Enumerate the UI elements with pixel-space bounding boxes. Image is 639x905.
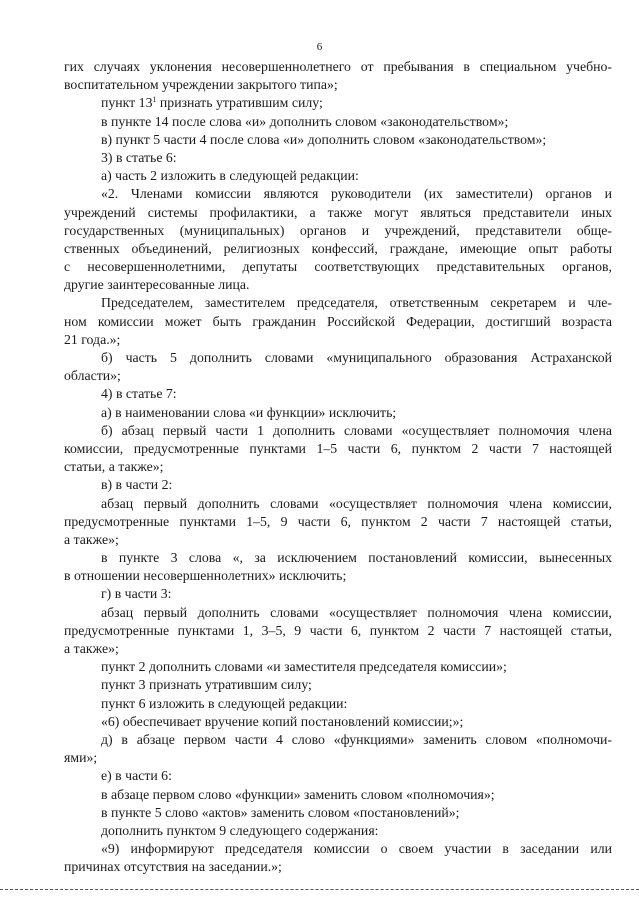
text-line: в пункте 14 после слова «и» дополнить словом «законодательством»; <box>101 113 509 129</box>
superscript: 1 <box>152 95 157 105</box>
text-line: Председателем, заместителем председателя, ответственным секретарем и чле- <box>101 295 612 311</box>
text-line: в) пункт 5 части 4 после слова «и» дополнить словом «законодательством»; <box>101 131 547 147</box>
text-line: в) в части 2: <box>101 477 173 493</box>
document-body <box>64 58 612 876</box>
text-line: области»; <box>64 368 121 384</box>
text-line: пункт 2 дополнить словами «и заместителя председателя комиссии»; <box>101 659 507 675</box>
text-line <box>64 94 612 112</box>
text-fragment: пункт 13 <box>101 95 153 111</box>
text-line: другие заинтересованные лица. <box>64 277 250 293</box>
text-line: 21 года.»; <box>64 331 121 347</box>
text-line: «2. Членами комиссии являются руководители (их заместители) органов и <box>101 186 612 202</box>
text-fragment: признать утратившим силу; <box>156 95 323 111</box>
text-line: гих случаях уклонения несовершеннолетнего от пребывания в специальном учебно- <box>64 59 612 74</box>
page-number: 6 <box>316 41 323 53</box>
text-line: абзац первый дополнить словами «осуществляет полномочия члена комиссии, <box>101 495 612 511</box>
text-line: в пункте 3 слова «, за исключением постановлений комиссии, вынесенных <box>101 550 612 566</box>
text-line: государственных (муниципальных) органов и учреждений, представители обще- <box>64 222 612 238</box>
text-line: с несовершеннолетними, депутаты соответствующих представительных органов, <box>64 259 612 275</box>
text-line: в отношении несовершеннолетних» исключить; <box>64 568 347 584</box>
text-line: «9) информируют председателя комиссии о своем участии в заседании или <box>101 841 612 857</box>
text-line: пункт 3 признать утратившим силу; <box>101 677 312 693</box>
text-line: 4) в статье 7: <box>101 386 177 402</box>
text-line: предусмотренные пунктами 1, 3–5, 9 части 6, пунктом 2 части 7 настоящей статьи, <box>64 622 612 638</box>
text-line: а также»; <box>64 531 119 547</box>
text-line: абзац первый дополнить словами «осуществляет полномочия члена комиссии, <box>101 604 612 620</box>
text-line: «6) обеспечивает вручение копий постановлений комиссии;»; <box>101 713 464 729</box>
text-line: предусмотренные пунктами 1–5, 9 части 6, пунктом 2 части 7 настоящей статьи, <box>64 513 612 529</box>
text-line: б) часть 5 дополнить словами «муниципального образования Астраханской <box>101 350 612 365</box>
text-line: а также»; <box>64 641 119 656</box>
text-line: причинах отсутствия на заседании.»; <box>64 859 282 875</box>
text-line: 3) в статье 6: <box>101 149 177 165</box>
text-line: а) часть 2 изложить в следующей редакции: <box>101 168 359 184</box>
text-line: ственных объединений, религиозных конфессий, граждане, имеющие опыт работы <box>64 240 612 256</box>
text-line: в абзаце первом слово «функции» заменить словом «полномочия»; <box>101 786 495 802</box>
text-line: ном комиссии может быть гражданин Российской Федерации, достигший возраста <box>64 313 612 329</box>
text-line: е) в части 6: <box>101 768 172 784</box>
text-line: учреждений системы профилактики, а также могут являться представители иных <box>64 204 612 220</box>
text-line: б) абзац первый части 1 дополнить словами «осуществляет полномочия члена <box>101 422 612 438</box>
text-line: в пункте 5 слово «актов» заменить словом «постановлений»; <box>101 804 460 820</box>
text-line: д) в абзаце первом части 4 слово «функциями» заменить словом «полномочи- <box>101 731 612 747</box>
text-line: а) в наименовании слова «и функции» исключить; <box>101 404 397 420</box>
text-line: комиссии, предусмотренные пунктами 1–5 части 6, пунктом 2 части 7 настоящей <box>64 440 612 456</box>
text-line: пункт 6 изложить в следующей редакции: <box>101 695 348 711</box>
text-line: г) в части 3: <box>101 586 172 602</box>
text-line: воспитательном учреждении закрытого типа»; <box>64 77 338 93</box>
footer-divider <box>0 889 639 890</box>
text-line: ями»; <box>64 750 98 766</box>
text-line: статьи, а также»; <box>64 459 164 475</box>
text-line: дополнить пунктом 9 следующего содержания: <box>101 822 379 838</box>
